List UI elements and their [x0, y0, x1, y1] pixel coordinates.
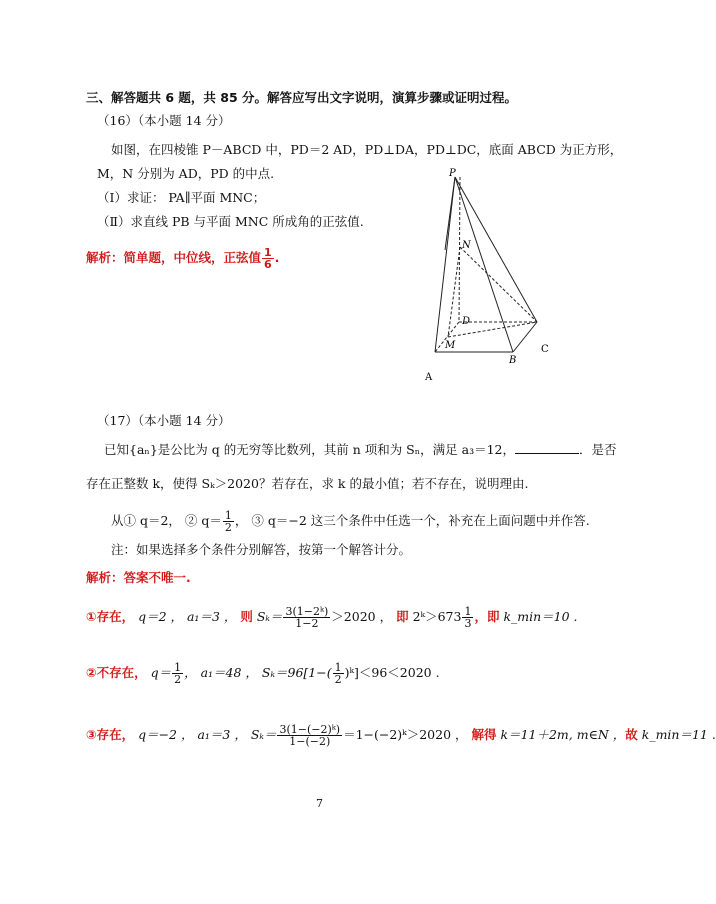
answer-3-math4: k_min＝11 .: [641, 727, 716, 742]
answer-1-then: 则: [240, 609, 253, 624]
answer-1-ji: 即: [396, 609, 409, 624]
answer-1-mixed-fraction: [462, 606, 473, 629]
q17-header: （17）（本小题 14 分）: [97, 413, 231, 428]
q17-line3-fraction: [223, 510, 234, 533]
fraction-numerator: 3(1−2ᵏ): [285, 605, 329, 618]
q16-analysis-text: 解析：简单题，中位线，正弦值: [86, 250, 262, 265]
edge-bc: [513, 322, 537, 352]
fraction-numerator: 1: [464, 605, 472, 618]
q16-stem-line2: M，N 分别为 AD，PD 的中点.: [97, 166, 275, 181]
fraction-numerator: 1: [334, 661, 342, 674]
section-title: 三、解答题共 6 题，共 85 分。解答应写出文字说明，演算步骤或证明过程。: [86, 90, 518, 105]
label-p: P: [449, 168, 456, 179]
fraction-denominator: 2: [174, 673, 182, 686]
page-number: 7: [316, 797, 323, 810]
edge-nc-hidden: [460, 247, 537, 322]
answer-2-fraction: [172, 662, 183, 685]
q17-line1: [104, 441, 617, 458]
answer-3-prefix: ③存在，: [86, 727, 135, 742]
answer-2-prefix: ②不存在，: [86, 665, 147, 680]
fraction-denominator: 2: [224, 521, 232, 534]
fraction-numerator: 1: [174, 661, 182, 674]
answer-2-math1: q＝: [150, 665, 172, 680]
fraction-denominator: 3: [464, 617, 472, 630]
label-d: D: [462, 316, 471, 327]
answer-3: [86, 724, 716, 747]
fraction-numerator: 1: [224, 509, 232, 522]
answer-2: [86, 662, 440, 685]
label-m: M: [445, 340, 456, 351]
q17-note: 注：如果选择多个条件分别解答，按第一个解答计分。: [111, 542, 412, 557]
edge-pa: [435, 177, 455, 352]
answer-3-gu: 故: [625, 727, 638, 742]
q16-header: （16）（本小题 14 分）: [97, 113, 231, 128]
pyramid-diagram: [415, 162, 575, 392]
fraction-denominator: 1−2: [295, 617, 319, 630]
answer-1-math2: Sₖ＝: [256, 609, 283, 624]
answer-3-math3: k＝11＋2m, m∈N ，: [500, 727, 626, 742]
answer-1: [86, 606, 578, 629]
fraction-denominator: 1−(−2): [289, 735, 331, 748]
label-b: B: [509, 355, 517, 366]
answer-3-fraction: [277, 724, 342, 747]
label-a: A: [425, 372, 433, 383]
fraction-denominator: 6: [264, 258, 272, 271]
answer-1-prefix: ①存在，: [86, 609, 135, 624]
pyramid-figure: [415, 162, 575, 392]
edge-pn-start: [445, 177, 455, 250]
q17-answer-blank: [515, 441, 579, 454]
answer-1-math5: k_min＝10 .: [503, 609, 578, 624]
answer-3-jiede: 解得: [471, 727, 497, 742]
answer-3-math1: q＝−2 ， a₁＝3 ， Sₖ＝: [138, 727, 277, 742]
q17-analysis: 解析：答案不唯一.: [86, 570, 191, 585]
answer-2-math3: )ᵏ]＜96＜2020 .: [344, 665, 440, 680]
q17-line2: 存在正整数 k，使得 Sₖ＞2020？若存在，求 k 的最小值；若不存在，说明理由.: [86, 476, 529, 491]
answer-1-math1: q＝2 ， a₁＝3 ，: [138, 609, 237, 624]
answer-2-fraction2: [333, 662, 344, 685]
q16-stem-line1: 如图，在四棱锥 P－ABCD 中，PD＝2 AD，PD⊥DA，PD⊥DC，底面 ABCD 为正方形，: [111, 142, 623, 157]
answer-2-math2: ， a₁＝48 ， Sₖ＝96[1−(: [184, 665, 332, 680]
q16-analysis-suffix: .: [274, 250, 280, 265]
answer-1-ji2: ，即: [474, 609, 500, 624]
answer-1-fraction: [283, 606, 330, 629]
fraction-denominator: 2: [334, 673, 342, 686]
q16-analysis: [86, 247, 279, 270]
fraction-numerator: 1: [264, 246, 272, 259]
q17-line3-text: 从① q＝2， ② q＝: [111, 513, 222, 528]
answer-1-math3: ＞2020 ，: [331, 609, 393, 624]
q17-line3-rest: ， ③ q＝−2 这三个条件中任选一个，补充在上面问题中并作答.: [234, 513, 590, 528]
fraction-numerator: 3(1−(−2)ᵏ): [279, 723, 341, 736]
answer-3-math2: ＝1−(−2)ᵏ＞2020 ，: [343, 727, 468, 742]
q17-line1-end: ．是否: [579, 442, 617, 457]
answer-1-math4: 2ᵏ＞673: [412, 609, 462, 624]
q16-part1: （Ⅰ）求证： PA∥平面 MNC；: [97, 190, 266, 205]
label-c: C: [541, 344, 549, 355]
label-n: N: [462, 240, 471, 251]
q16-analysis-fraction: [262, 247, 274, 270]
q17-line3: [111, 510, 590, 533]
q16-part2: （Ⅱ）求直线 PB 与平面 MNC 所成角的正弦值.: [97, 214, 364, 229]
q17-line1-text: 已知{aₙ}是公比为 q 的无穷等比数列，其前 n 项和为 Sₙ，满足 a₃＝12，: [104, 442, 515, 457]
